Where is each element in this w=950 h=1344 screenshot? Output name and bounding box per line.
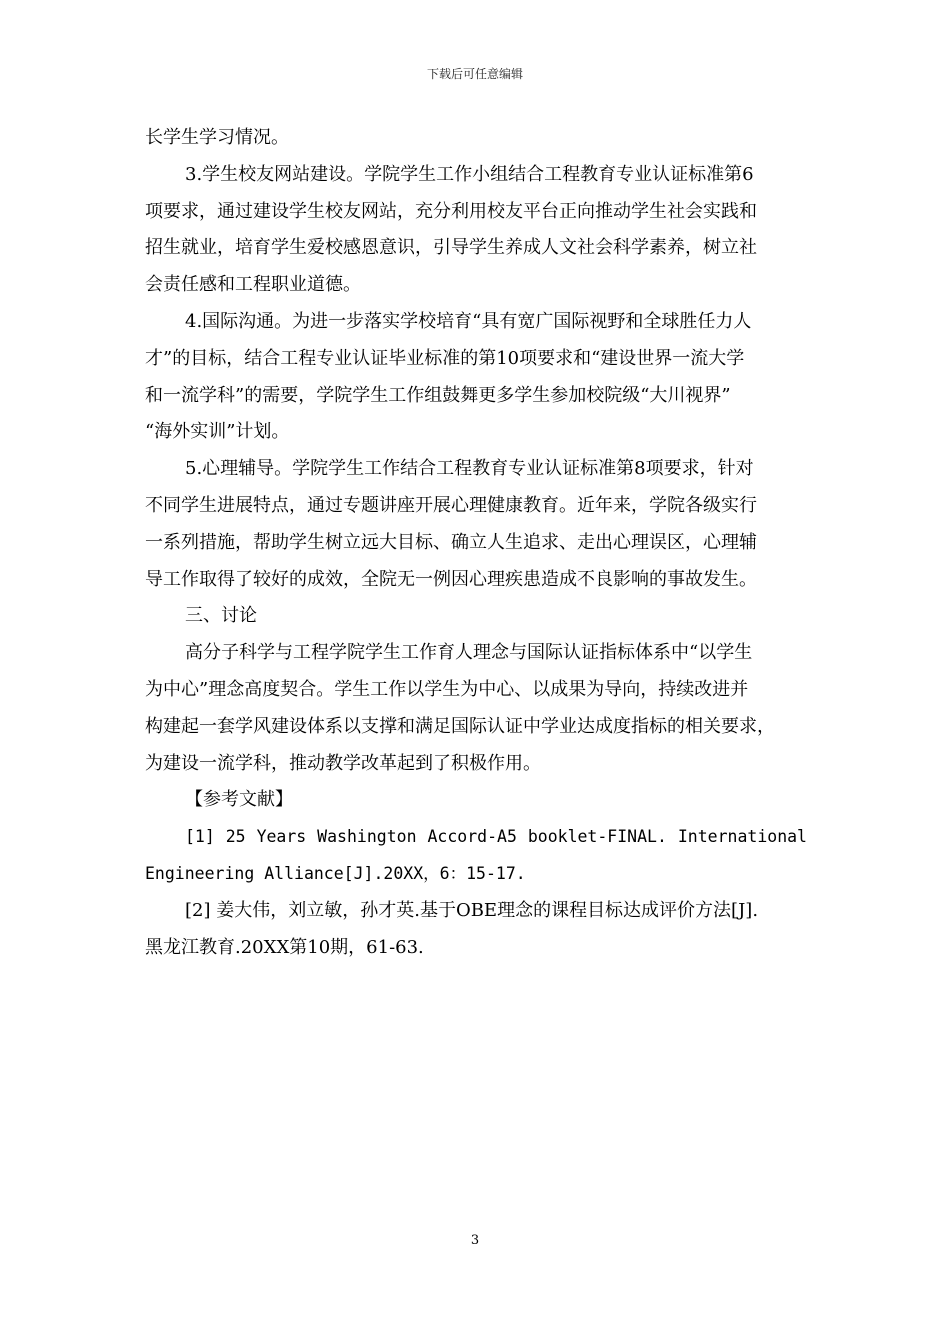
text-line-13: 导工作取得了较好的成效，全院无一例因心理疾患造成不良影响的事故发生。: [145, 568, 757, 590]
text-line-8: 和一流学科”的需要，学院学生工作组鼓舞更多学生参加校院级“大川视界”: [145, 384, 731, 406]
text-line-10: 5.心理辅导。学院学生工作结合工程教育专业认证标准第8项要求，针对: [185, 458, 754, 480]
text-line-4: 招生就业，培育学生爱校感恩意识，引导学生养成人文社会科学素养，树立社: [145, 237, 757, 259]
reference-1-line-1: [1] 25 Years Washington Accord-A5 booklet-FINAL. International: [185, 827, 807, 847]
references-heading: 【参考文献】: [185, 789, 293, 811]
text-line-2: 3.学生校友网站建设。学院学生工作小组结合工程教育专业认证标准第6: [185, 163, 754, 185]
reference-1-line-2: Engineering Alliance[J].20XX，6：15-17.: [145, 863, 526, 883]
reference-2-line-1: [2] 姜大伟，刘立敏，孙才英.基于OBE理念的课程目标达成评价方法[J].: [185, 899, 759, 921]
text-line-12: 一系列措施，帮助学生树立远大目标、确立人生追求、走出心理误区，心理辅: [145, 531, 757, 553]
document-body: [145, 120, 807, 966]
text-line-18: 为建设一流学科，推动教学改革起到了积极作用。: [145, 752, 541, 774]
text-line-9: “海外实训”计划。: [145, 421, 290, 443]
text-line-16: 为中心”理念高度契合。学生工作以学生为中心、以成果为导向，持续改进并: [145, 678, 749, 700]
text-line-15: 高分子科学与工程学院学生工作育人理念与国际认证指标体系中“以学生: [185, 642, 753, 664]
text-line-17: 构建起一套学风建设体系以支撑和满足国际认证中学业达成度指标的相关要求，: [145, 715, 775, 737]
text-line-11: 不同学生进展特点，通过专题讲座开展心理健康教育。近年来，学院各级实行: [145, 494, 757, 516]
page-header: 下载后可任意编辑: [426, 67, 523, 81]
page-number: 3: [470, 1233, 480, 1248]
section-heading-discussion: 三、讨论: [185, 605, 257, 627]
text-line-7: 才”的目标，结合工程专业认证毕业标准的第10项要求和“建设世界一流大学: [145, 347, 745, 369]
text-line-6: 4.国际沟通。为进一步落实学校培育“具有宽广国际视野和全球胜任力人: [185, 310, 752, 332]
text-line-1: 长学生学习情况。: [145, 127, 289, 148]
text-line-3: 项要求，通过建设学生校友网站，充分利用校友平台正向推动学生社会实践和: [145, 200, 757, 222]
text-line-5: 会责任感和工程职业道德。: [145, 274, 361, 296]
reference-2-line-2: 黑龙江教育.20XX第10期，61-63.: [145, 936, 424, 958]
